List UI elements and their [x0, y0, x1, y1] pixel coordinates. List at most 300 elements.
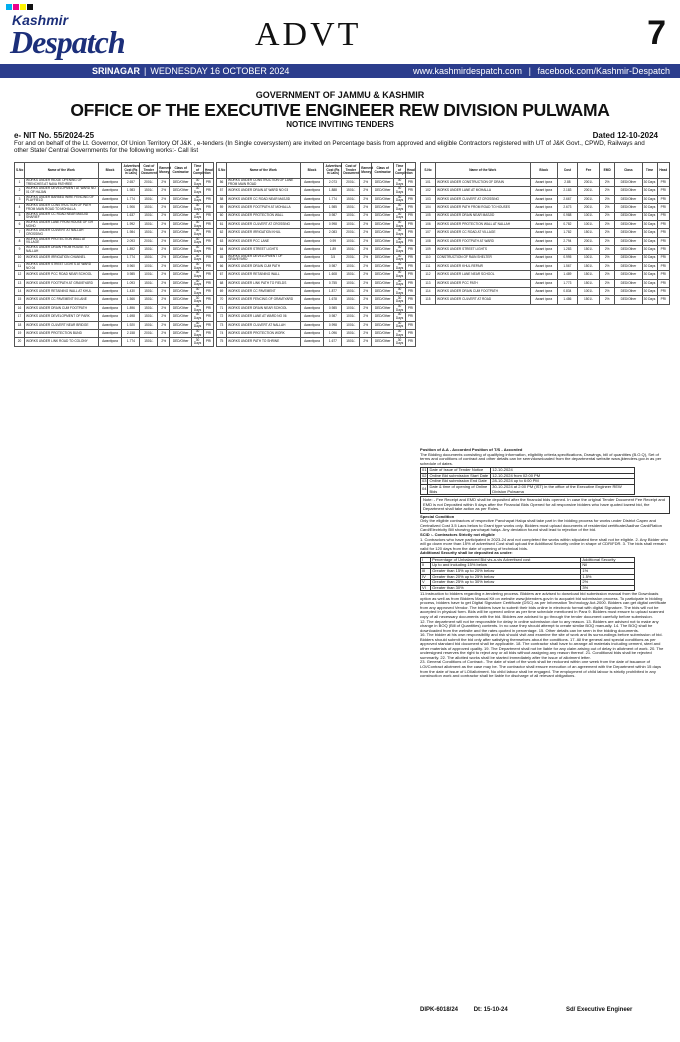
cell-no: 56 [217, 179, 227, 187]
cell-no: 109 [421, 246, 436, 254]
cell-cls: DED/Other [615, 195, 642, 203]
cell-time: 30 Days [394, 288, 406, 296]
cell-cost: 1.773 [557, 279, 577, 287]
terms-paragraph: 1. Contractors who have participated in 2023-24 and not completed the works within stipulated time shall not be eligible. 2. Any Bidder who will go down more than 15% of advertised Cost shall upload the Additional Security online in shape of CDR/FDR. 3. The bids shall remain valid for 120 days from the date of opening of technical bids. [420, 536, 669, 551]
cell-time: 30 Days [192, 279, 204, 287]
cell-cost: 1.096 [324, 330, 342, 338]
cell-block: Awantipora [300, 212, 324, 220]
cell-fee: 1001/- [577, 212, 599, 220]
cell-fee: 1501/- [577, 229, 599, 237]
cell-time: 30 Days [642, 246, 657, 254]
cell-head: PRI [406, 204, 416, 212]
cell-head: PRI [406, 330, 416, 338]
cell-cls: DED/Other [170, 321, 192, 329]
signature: Sd/ Executive Engineer [566, 1007, 633, 1013]
special-condition-heading: Special Condition [420, 513, 455, 519]
cell-fee: 1501/- [342, 246, 360, 254]
cell-time: 30 Days [642, 204, 657, 212]
cell-no: 16 [15, 304, 25, 312]
cell-no: 68 [217, 279, 227, 287]
security-row [421, 585, 635, 591]
cell-cost: 1.567 [557, 262, 577, 270]
cell-work: WORKS UNDER BARBED WIRE FENCING OF PLAYFIELD [24, 195, 98, 203]
cell-no: 107 [421, 229, 436, 237]
cell-block: Awantipora [98, 279, 122, 287]
cell-work: WORKS UNDER PATH TO SHRINE [226, 338, 300, 346]
terms-paragraph: 12. The department will not be responsible for delay in online submission due to any reason. 13. Bidders are advised not to make any change in BOQ (Bill of Quantities) contents. In no case they should attempt to create similar BOQ manually. 14. The BOQ shall be downloaded from the website and the rates quoted in percentage. 15. Other details can be seen in the bidding documents. [420, 618, 659, 633]
cell-no: 58 [217, 195, 227, 203]
security-no: II [421, 563, 431, 569]
cell-fee: 1001/- [140, 262, 158, 270]
cell-head: PRI [406, 279, 416, 287]
cell-work: WORKS UNDER DRAIN CUM FOOTPATH [24, 304, 98, 312]
cell-work: WORKS UNDER IRRIGATION CHANNEL [24, 254, 98, 262]
cell-work: WORKS UNDER CULVERT AT NALLAH CROSSING [24, 229, 98, 237]
cell-no: 101 [421, 179, 436, 187]
cell-no: 104 [421, 204, 436, 212]
security-range: Greater than 15% up to 20% below [431, 568, 581, 574]
cell-work: WORKS UNDER RIDGE OPENING OF TRENCHES AT NAVA PATHREE [24, 179, 98, 187]
cell-cost: 1.984 [122, 229, 140, 237]
cell-block: Awantipora [98, 330, 122, 338]
cell-time: 30 Days [394, 179, 406, 187]
schedule-date: 12-10-2024 from 02:00 PM [491, 473, 635, 479]
cell-cost: 1.489 [557, 271, 577, 279]
column-header: Cost [557, 163, 577, 179]
cell-work: WORKS UNDER DRAIN NEAR SCHOOL [226, 304, 300, 312]
cell-fee: 1001/- [577, 220, 599, 228]
cell-fee: 1501/- [140, 313, 158, 321]
cell-time: 30 Days [192, 296, 204, 304]
cell-no: 11 [15, 262, 25, 270]
cell-cls: DED/Other [372, 288, 394, 296]
column-header: Advertised Cost (Rs in Lacs) [324, 163, 342, 179]
cell-cls: DED/Other [372, 254, 394, 262]
cell-block: Awantipora [300, 279, 324, 287]
nit-number: e- NIT No. 55/2024-25 [14, 131, 95, 140]
cell-time: 30 Days [192, 338, 204, 346]
cell-cost: 0.782 [557, 220, 577, 228]
cell-no: 1 [15, 179, 25, 187]
cell-block: Awantipora [98, 204, 122, 212]
cell-block: Awantipora [300, 330, 324, 338]
cell-time: 30 Days [642, 279, 657, 287]
security-sec: Additional Security [581, 557, 635, 563]
cell-no: 8 [15, 237, 25, 245]
cell-time: 30 Days [192, 262, 204, 270]
cell-emd: 2% [360, 220, 372, 228]
cell-no: 10 [15, 254, 25, 262]
cell-block: Awantipora [300, 229, 324, 237]
cell-work: WORKS UNDER KHUL REPAIR [435, 262, 530, 270]
security-sec: 1% [581, 568, 635, 574]
cell-no: 67 [217, 271, 227, 279]
cell-work: WORKS UNDER DRAIN CUM PATH [226, 262, 300, 270]
cell-time: 30 Days [642, 271, 657, 279]
column-header: Name of the Work [435, 163, 530, 179]
cell-time: 30 Days [642, 296, 657, 304]
cell-head: PRI [406, 304, 416, 312]
separator: | [144, 66, 147, 76]
cell-cost: 1.637 [122, 212, 140, 220]
table-row [217, 288, 416, 296]
cell-cost: 0.987 [324, 212, 342, 220]
cell-head: PRI [204, 338, 214, 346]
table-row [15, 338, 214, 346]
cell-no: 72 [217, 313, 227, 321]
cell-cost: 1.782 [557, 229, 577, 237]
cell-cls: DED/Other [170, 313, 192, 321]
government-line: GOVERNMENT OF JAMMU & KASHMIR [255, 90, 425, 100]
cell-time: 30 Days [192, 288, 204, 296]
cell-block: Awantipora [300, 204, 324, 212]
table-row [15, 271, 214, 279]
cell-work: WORKS UNDER CC PAVEMENT IN LANE [24, 296, 98, 304]
cell-head: PRI [657, 237, 670, 245]
cell-cost: 1.093 [122, 279, 140, 287]
cell-work: WORKS UNDER PROTECTION WORK [226, 330, 300, 338]
table-header-row [217, 163, 416, 179]
cell-cls: DED/Other [372, 313, 394, 321]
cell-work: WORKS UNDER DEVELOPMENT OF PARK [24, 313, 98, 321]
cell-emd: 2% [360, 195, 372, 203]
cell-fee: 1501/- [577, 271, 599, 279]
cell-time: 30 Days [642, 262, 657, 270]
cell-fee: 2001/- [577, 187, 599, 195]
cell-cls: DED/Other [170, 220, 192, 228]
cell-head: PRI [406, 212, 416, 220]
logo-despatch: Despatch [10, 24, 125, 60]
cell-fee: 1501/- [342, 271, 360, 279]
cell-no: 61 [217, 220, 227, 228]
cell-cls: DED/Other [372, 304, 394, 312]
cell-cls: DED/Other [170, 212, 192, 220]
cell-cls: DED/Other [170, 254, 192, 262]
cell-time: 30 Days [394, 246, 406, 254]
cell-block: Awantipora [98, 220, 122, 228]
cell-emd: 2% [360, 212, 372, 220]
cell-cls: DED/Other [372, 279, 394, 287]
cell-block: Awantipora [300, 338, 324, 346]
cell-cls: DED/Other [615, 179, 642, 187]
cell-cost: 0.995 [557, 254, 577, 262]
table-row [217, 212, 416, 220]
schedule-no: 02 [422, 472, 427, 478]
cell-fee: 1501/- [140, 204, 158, 212]
table-row [217, 237, 416, 245]
cell-work: WORKS UNDER IRRIGATION KHUL [226, 229, 300, 237]
table-row [217, 187, 416, 195]
cell-head: PRI [657, 279, 670, 287]
cell-no: 75 [217, 338, 227, 346]
cell-fee: 1001/- [577, 288, 599, 296]
cell-cost: 1.774 [122, 338, 140, 346]
cell-time: 30 Days [642, 229, 657, 237]
cell-no: 63 [217, 237, 227, 245]
dateline-bar [0, 64, 680, 78]
cell-time: 30 Days [192, 220, 204, 228]
cell-cost: 1.283 [557, 246, 577, 254]
table-row [15, 330, 214, 338]
cell-work: WORKS UNDER PCC ROAD NEAR SCHOOL [24, 271, 98, 279]
cell-head: PRI [406, 338, 416, 346]
table-row [421, 254, 670, 262]
cell-no: 110 [421, 254, 436, 262]
cell-cost: 2.093 [122, 237, 140, 245]
cell-block: Awant ipora [530, 237, 557, 245]
table-row [217, 179, 416, 187]
table-row [217, 262, 416, 270]
works-table-left [14, 162, 214, 347]
table-row [15, 304, 214, 312]
cell-emd: 2% [600, 179, 615, 187]
cell-block: Awant ipora [530, 229, 557, 237]
cell-cls: DED/Other [170, 195, 192, 203]
column-header: Advertised Cost (Rs in Lacs) [122, 163, 140, 179]
cell-work: WORKS UNDER DEVELOPMENT AT WARD NO 01 OF HAJAN [24, 187, 98, 195]
cell-time: 30 Days [192, 204, 204, 212]
cell-block: Awantipora [98, 313, 122, 321]
cell-work: WORKS UNDER CULVERT AT CROSSING [226, 220, 300, 228]
cell-cls: DED/Other [615, 254, 642, 262]
cell-emd: 2% [360, 330, 372, 338]
table-row [15, 246, 214, 254]
cell-no: 111 [421, 262, 436, 270]
security-no: III [421, 568, 431, 574]
cell-fee: 1501/- [140, 338, 158, 346]
cell-fee: 1001/- [342, 262, 360, 270]
cell-emd: 2% [600, 195, 615, 203]
cell-block: Awant ipora [530, 246, 557, 254]
cell-fee: 1501/- [140, 288, 158, 296]
cell-fee: 2001/- [140, 179, 158, 187]
cell-cost: 1.983 [122, 187, 140, 195]
cell-emd: 2% [360, 262, 372, 270]
cell-work: WORKS UNDER CULVERT AT CROSSING [435, 195, 530, 203]
terms-paragraph: 11.Instruction to bidders regarding e-tendering process. Bidders are advised to download bid submission manual from the Downloads option as well as from Bidders Manual Kit on website www.jktenders.gov.in to acquaint bid submission process. To participate in bidding process, bidders have to get Digital Signature Certificate (DSC) as per Information Technology Act-2000. Bidders can get digital certificate from any approved Vendor. The bidders have to submit their bids online in electronic format with digital Signature. The bids will not be accepted in physical form. Bids will be opened online as per time schedule mentioned in Para 9. Bidders must ensure to upload scanned copy of all necessary documents with the bid. Bidders are advised to go through the tender document carefully before submission. [420, 591, 667, 620]
cell-time: 30 Days [192, 271, 204, 279]
cell-no: 106 [421, 220, 436, 228]
cell-work: WORKS UNDER FOOTPATH AT MOHALLA [226, 204, 300, 212]
column-header: Time [642, 163, 657, 179]
cell-fee: 2001/- [577, 195, 599, 203]
cell-emd: 2% [360, 246, 372, 254]
column-header: Block [300, 163, 324, 179]
cell-cost: 1.888 [324, 187, 342, 195]
security-sec: 1.5% [581, 574, 635, 580]
cell-block: Awantipora [300, 304, 324, 312]
cell-work: CONSTRUCTION OF RAIN SHELTER [435, 254, 530, 262]
table-row [421, 246, 670, 254]
cell-block: Awantipora [98, 229, 122, 237]
facebook-link[interactable]: facebook.com/Kashmir-Despatch [537, 66, 670, 76]
table-row [15, 313, 214, 321]
cell-time: 30 Days [394, 212, 406, 220]
cell-head: PRI [406, 321, 416, 329]
table-row [421, 288, 670, 296]
cell-fee: 1501/- [140, 246, 158, 254]
table-row [15, 288, 214, 296]
table-row [15, 229, 214, 237]
cell-fee: 1501/- [140, 296, 158, 304]
cell-head: PRI [204, 313, 214, 321]
cell-time: 30 Days [394, 338, 406, 346]
cell-no: 15 [15, 296, 25, 304]
cell-work: WORKS UNDER STREET LIGHTS [435, 246, 530, 254]
cell-emd: 2% [600, 271, 615, 279]
cell-no: 9 [15, 246, 25, 254]
cell-block: Awant ipora [530, 262, 557, 270]
cell-block: Awantipora [300, 313, 324, 321]
cell-cls: DED/Other [372, 237, 394, 245]
cell-cost: 2.183 [557, 187, 577, 195]
cell-head: PRI [406, 288, 416, 296]
security-range: Greater than 30% [431, 585, 581, 591]
masthead [0, 12, 680, 76]
cell-cost: 1.566 [122, 296, 140, 304]
schedule-date: 30-10-2024 at 2:00 PM (IST) in the office of the Executive Engineer REW Division Pulwama [491, 484, 635, 494]
cell-emd: 2% [158, 313, 170, 321]
cell-block: Awantipora [300, 262, 324, 270]
cell-emd: 2% [600, 204, 615, 212]
table-header-row [15, 163, 214, 179]
cell-work: WORKS UNDER LANE FROM HOUSE OF GH MOHD [24, 220, 98, 228]
cell-head: PRI [657, 246, 670, 254]
column-header: Name of the Work [226, 163, 300, 179]
cell-work: WORKS UNDER DRAIN NEAR MASJID [435, 212, 530, 220]
city: SRINAGAR [92, 66, 141, 76]
cell-time: 30 Days [642, 288, 657, 296]
column-header: Class [615, 163, 642, 179]
cell-no: 14 [15, 288, 25, 296]
cell-work: WORKS UNDER PCC LANE [226, 237, 300, 245]
column-header: Cost of Tender Document [342, 163, 360, 179]
cell-work: WORKS UNDER LINK PATH TO FIELDS [226, 279, 300, 287]
cell-cost: 1.906 [122, 204, 140, 212]
cell-cost: 1.698 [122, 313, 140, 321]
cell-cost: 1.992 [122, 220, 140, 228]
cell-work: WORKS UNDER LANE NEAR SCHOOL [435, 271, 530, 279]
cell-emd: 2% [360, 304, 372, 312]
dateline: WEDNESDAY 16 OCTOBER 2024 [150, 66, 290, 76]
table-row [421, 220, 670, 228]
cell-cls: DED/Other [170, 288, 192, 296]
column-header: S.No [421, 163, 436, 179]
security-no: V [421, 580, 431, 586]
cell-emd: 2% [360, 237, 372, 245]
cell-emd: 2% [360, 229, 372, 237]
cell-fee: 1501/- [577, 246, 599, 254]
table-row [421, 187, 670, 195]
column-header: EMD [600, 163, 615, 179]
cell-cost: 2.083 [324, 229, 342, 237]
cell-head: PRI [204, 330, 214, 338]
cell-cost: 1.430 [122, 288, 140, 296]
cell-time: 30 Days [394, 271, 406, 279]
cell-fee: 1001/- [342, 212, 360, 220]
cell-no: 3 [15, 195, 25, 203]
security-table [420, 557, 635, 592]
cell-time: 30 Days [192, 304, 204, 312]
cell-no: 4 [15, 204, 25, 212]
cell-block: Awant ipora [530, 212, 557, 220]
cell-emd: 2% [360, 179, 372, 187]
cell-emd: 2% [600, 279, 615, 287]
cell-emd: 2% [600, 212, 615, 220]
cell-head: PRI [657, 212, 670, 220]
cell-emd: 2% [158, 220, 170, 228]
cell-head: PRI [657, 254, 670, 262]
cell-cost: 1.892 [122, 246, 140, 254]
schedule-no: 04 [421, 484, 428, 494]
cell-no: 64 [217, 246, 227, 254]
table-row [217, 279, 416, 287]
cell-time: 30 Days [394, 313, 406, 321]
cell-cost: 2.667 [557, 195, 577, 203]
cell-emd: 2% [600, 288, 615, 296]
column-header: Block [530, 163, 557, 179]
cell-no: 59 [217, 204, 227, 212]
cell-work: WORKS UNDER LINK ROAD TO COLONY [24, 338, 98, 346]
cell-block: Awant ipora [530, 279, 557, 287]
website-link[interactable]: www.kashmirdespatch.com [413, 66, 523, 76]
cell-emd: 2% [158, 179, 170, 187]
cell-no: 6 [15, 220, 25, 228]
cmyk-marks [6, 4, 33, 10]
table-row [15, 279, 214, 287]
cell-block: Awantipora [98, 304, 122, 312]
cell-emd: 2% [158, 338, 170, 346]
cell-fee: 2001/- [577, 237, 599, 245]
schedule-table [420, 467, 635, 495]
cell-fee: 1501/- [140, 229, 158, 237]
cell-cls: DED/Other [615, 279, 642, 287]
cell-head: PRI [657, 288, 670, 296]
table-row [421, 279, 670, 287]
cell-head: PRI [657, 296, 670, 304]
cell-work: WORKS UNDER DRAIN FROM HOUSE TO NALLAH [24, 246, 98, 254]
table-row [421, 204, 670, 212]
cell-emd: 2% [158, 321, 170, 329]
cell-head: PRI [204, 246, 214, 254]
security-no: IV [421, 574, 431, 580]
cell-work: WORKS UNDER CULVERT AT NALLAH [226, 321, 300, 329]
cell-work: WORKS UNDER RETAINING WALL AT KHUL [24, 288, 98, 296]
cell-cls: DED/Other [615, 296, 642, 304]
cell-cost: 1.896 [122, 304, 140, 312]
cell-time: 30 Days [394, 204, 406, 212]
cell-fee: 1501/- [577, 262, 599, 270]
cell-time: 30 Days [192, 212, 204, 220]
security-sec: 2% [581, 580, 635, 586]
cell-cost: 1.877 [324, 288, 342, 296]
cell-fee: 1001/- [342, 220, 360, 228]
cell-fee: 2001/- [577, 204, 599, 212]
cell-time: 30 Days [192, 254, 204, 262]
cell-head: PRI [204, 254, 214, 262]
cell-emd: 2% [360, 254, 372, 262]
cell-fee: 1501/- [342, 296, 360, 304]
cell-cls: DED/Other [170, 229, 192, 237]
cell-time: 30 Days [192, 237, 204, 245]
cell-work: WORKS UNDER CONSTRUCTION OF DRAIN [435, 179, 530, 187]
cell-emd: 2% [158, 237, 170, 245]
cell-emd: 2% [360, 271, 372, 279]
cell-fee: 1501/- [140, 187, 158, 195]
cell-emd: 2% [360, 296, 372, 304]
cell-emd: 2% [600, 246, 615, 254]
cell-cls: DED/Other [372, 179, 394, 187]
